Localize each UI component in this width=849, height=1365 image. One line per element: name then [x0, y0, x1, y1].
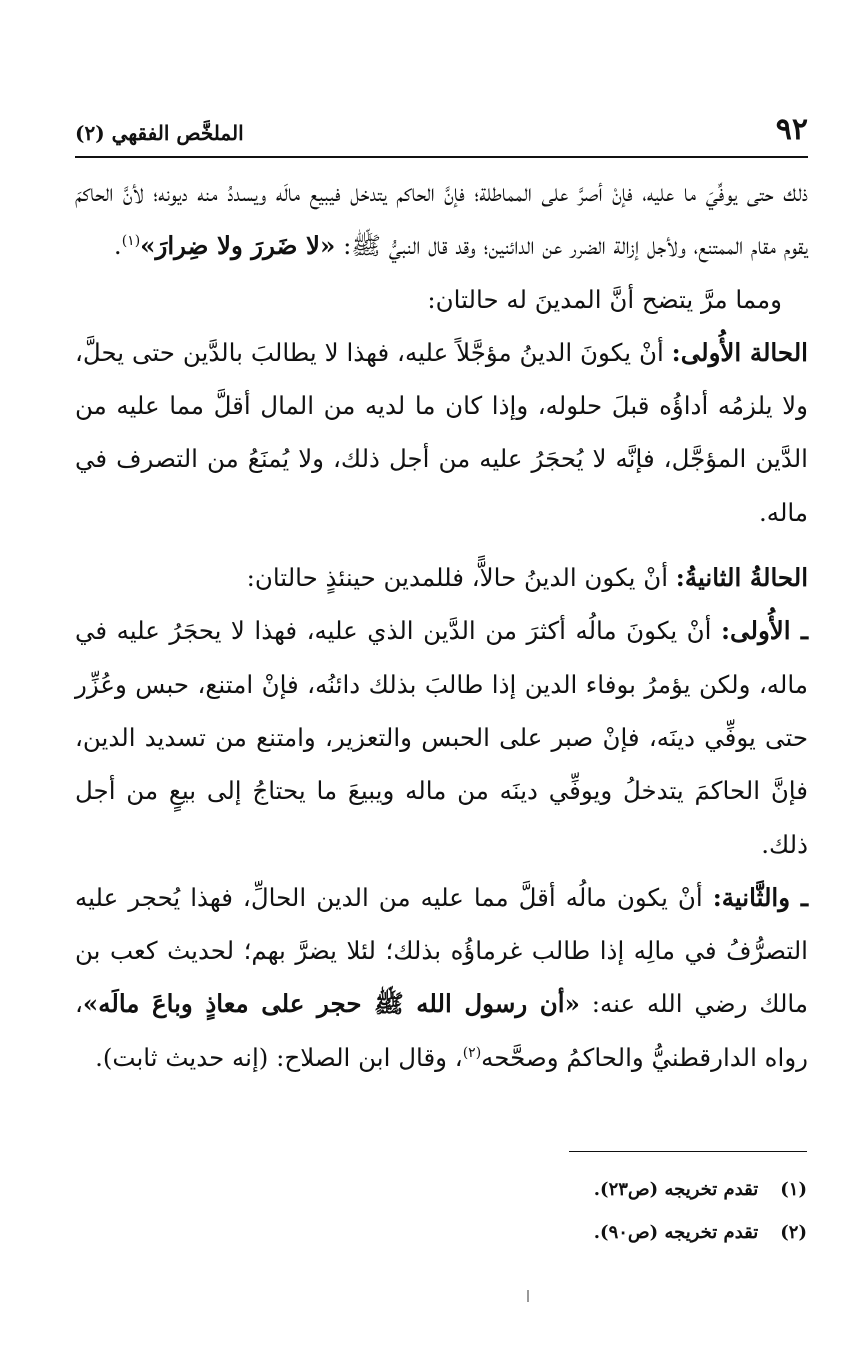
paragraph: الحالةُ الثانيةُ: أنْ يكون الدينُ حالاًّ، فللمدين حينئذٍ حالتان:	[246, 563, 808, 593]
footnotes	[107, 1168, 807, 1254]
hadith-quote: «لا ضَررَ ولا ضِرارَ»	[140, 231, 336, 261]
footnote-number: (٢)	[780, 1222, 807, 1243]
footnote-ref: (٢)	[462, 1044, 482, 1061]
section-heading: الحالةُ الثانيةُ:	[675, 563, 808, 593]
footnote	[107, 1168, 807, 1211]
footnote-number: (١)	[780, 1179, 807, 1200]
paragraph: الحالة الأُولى: أنْ يكونَ الدينُ مؤجَّلاً عليه، فهذا لا يطالبَ بالدَّين حتى يحلَّ، ولا يلزمُه أداؤُه قبلَ حلوله، وإذا كان ما لديه من المال أقلَّ مما عليه من الدَّين المؤجَّل، فإنَّه لا يُحجَرُ عليه من أجل ذلك، ولا يُمنَعُ من التصرف في ماله.	[75, 337, 808, 527]
paragraph: ذلك حتى يوفِّيَ ما عليه، فإنْ أصرَّ على المماطلة؛ فإنَّ الحاكم يتدخل فيبيع مالَه ويسددُ منه ديونه؛ لأنَّ الحاكمَ يقوم مقام الممتنع، ولأجل إزالة الضرر عن الدائنين؛ وقد قال النبيُّ ﷺ: «لا ضَررَ ولا ضِرارَ»$^{(١)}$.	[75, 178, 808, 261]
footnote-divider	[569, 1151, 807, 1152]
main-text	[75, 166, 808, 1084]
section-heading: الحالة الأُولى:	[671, 337, 808, 367]
page-number: ٩٢	[775, 112, 808, 147]
paragraph: ـ والثَّانية: أنْ يكون مالُه أقلَّ مما عليه من الدين الحالِّ، فهذا يُحجر عليه التصرُّفُ في مالِه إذا طالب غرماؤُه بذلك؛ لئلا يضرَّ بهم؛ لحديث كعب بن مالك رضي الله عنه: «أن رسول الله ﷺ حجر على معاذٍ وباعَ مالَه»، رواه الدارقطنيُّ والحاكمُ وصحَّحه$^{(٢)}$، وقال ابن الصلاح: (إنه حديث ثابت).	[75, 882, 808, 1072]
page-header	[75, 112, 808, 158]
paragraph: ومما مرَّ يتضح أنَّ المدينَ له حالتان:	[427, 284, 782, 314]
paragraph: ـ الأُولى: أنْ يكونَ مالُه أكثرَ من الدَّين الذي عليه، فهذا لا يحجَرُ عليه في ماله، ولكن يؤمرُ بوفاء الدين إذا طالبَ بذلك دائنُه، فإنْ امتنع، حبس وعُزِّر حتى يوفِّي دينَه، فإنْ صبر على الحبس والتعزير، وامتنع من تسديد الدين، فإنَّ الحاكمَ يتدخلُ ويوفِّي دينَه من ماله ويبيعَ ما يحتاجُ إلى بيعٍ من أجل ذلك.	[75, 616, 808, 859]
footnote-ref: (١)	[121, 233, 141, 250]
footnote	[107, 1211, 807, 1254]
subsection-heading: ـ الأُولى:	[721, 616, 808, 646]
scan-mark	[527, 1290, 529, 1302]
footnote-text: تقدم تخريجه (ص٩٠).	[593, 1222, 759, 1243]
running-title: الملخَّص الفقهي (٢)	[75, 121, 244, 145]
subsection-heading: ـ والثَّانية:	[712, 882, 808, 912]
hadith-quote: «أن رسول الله ﷺ حجر على معاذٍ وباعَ مالَه»	[82, 989, 580, 1019]
footnote-text: تقدم تخريجه (ص٢٣).	[593, 1179, 759, 1200]
